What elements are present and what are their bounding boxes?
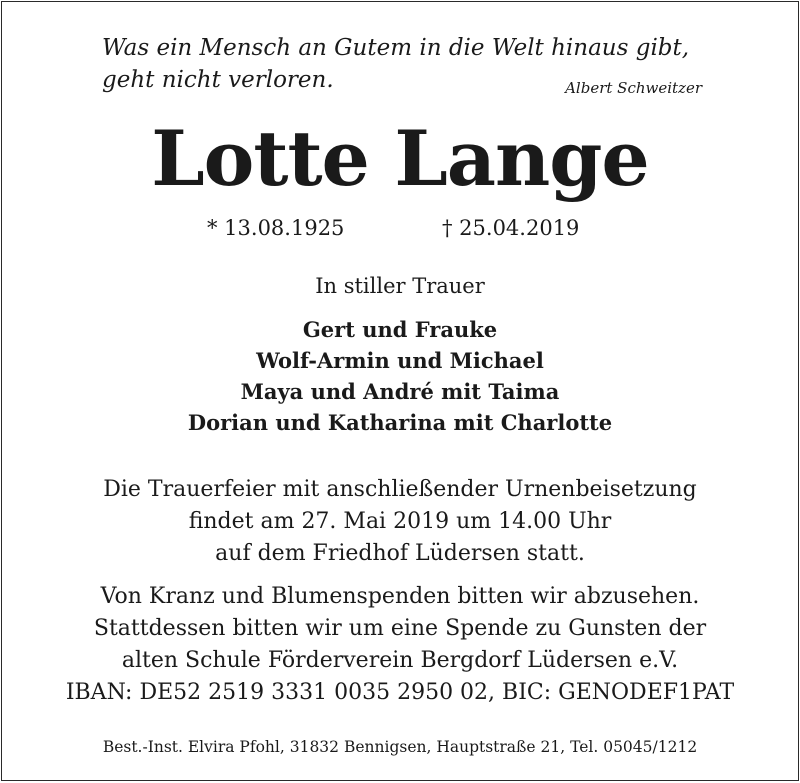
mourners-list — [2, 314, 798, 438]
obituary-notice — [1, 1, 799, 781]
quote-line-2: geht nicht verloren. — [102, 67, 334, 93]
ceremony-line: findet am 27. Mai 2019 um 14.00 Uhr — [188, 509, 612, 534]
quote-block — [102, 32, 702, 96]
bank-details: IBAN: DE52 2519 3331 0035 2950 02, BIC: GENODEF1PAT — [65, 680, 735, 705]
mourner-entry: Maya und André mit Taima — [240, 379, 560, 404]
mourner-entry: Gert und Frauke — [302, 317, 498, 342]
undertaker-info: Best.-Inst. Elvira Pfohl, 31832 Bennigsen, Hauptstraße 21, Tel. 05045/1212 — [102, 738, 698, 756]
donation-line: Von Kranz und Blumenspenden bitten wir abzusehen. — [100, 584, 700, 609]
donation-line: alten Schule Förderverein Bergdorf Lüdersen e.V. — [121, 648, 679, 673]
ceremony-info — [2, 474, 798, 570]
donation-line: Stattdessen bitten wir um eine Spende zu Gunsten der — [93, 616, 707, 641]
ceremony-line: auf dem Friedhof Lüdersen statt. — [215, 541, 585, 566]
mourning-intro: In stiller Trauer — [315, 274, 485, 298]
quote-line-1: Was ein Mensch an Gutem in die Welt hinaus gibt, — [102, 35, 690, 61]
donation-info — [2, 581, 798, 709]
death-date: † 25.04.2019 — [442, 216, 580, 240]
birth-date: * 13.08.1925 — [207, 216, 345, 240]
mourner-entry: Dorian und Katharina mit Charlotte — [187, 410, 613, 435]
mourner-entry: Wolf-Armin und Michael — [256, 348, 544, 373]
deceased-name: Lotte Lange — [151, 114, 649, 203]
ceremony-line: Die Trauerfeier mit anschließender Urnenbeisetzung — [103, 477, 697, 502]
quote-author: Albert Schweitzer — [565, 79, 702, 97]
